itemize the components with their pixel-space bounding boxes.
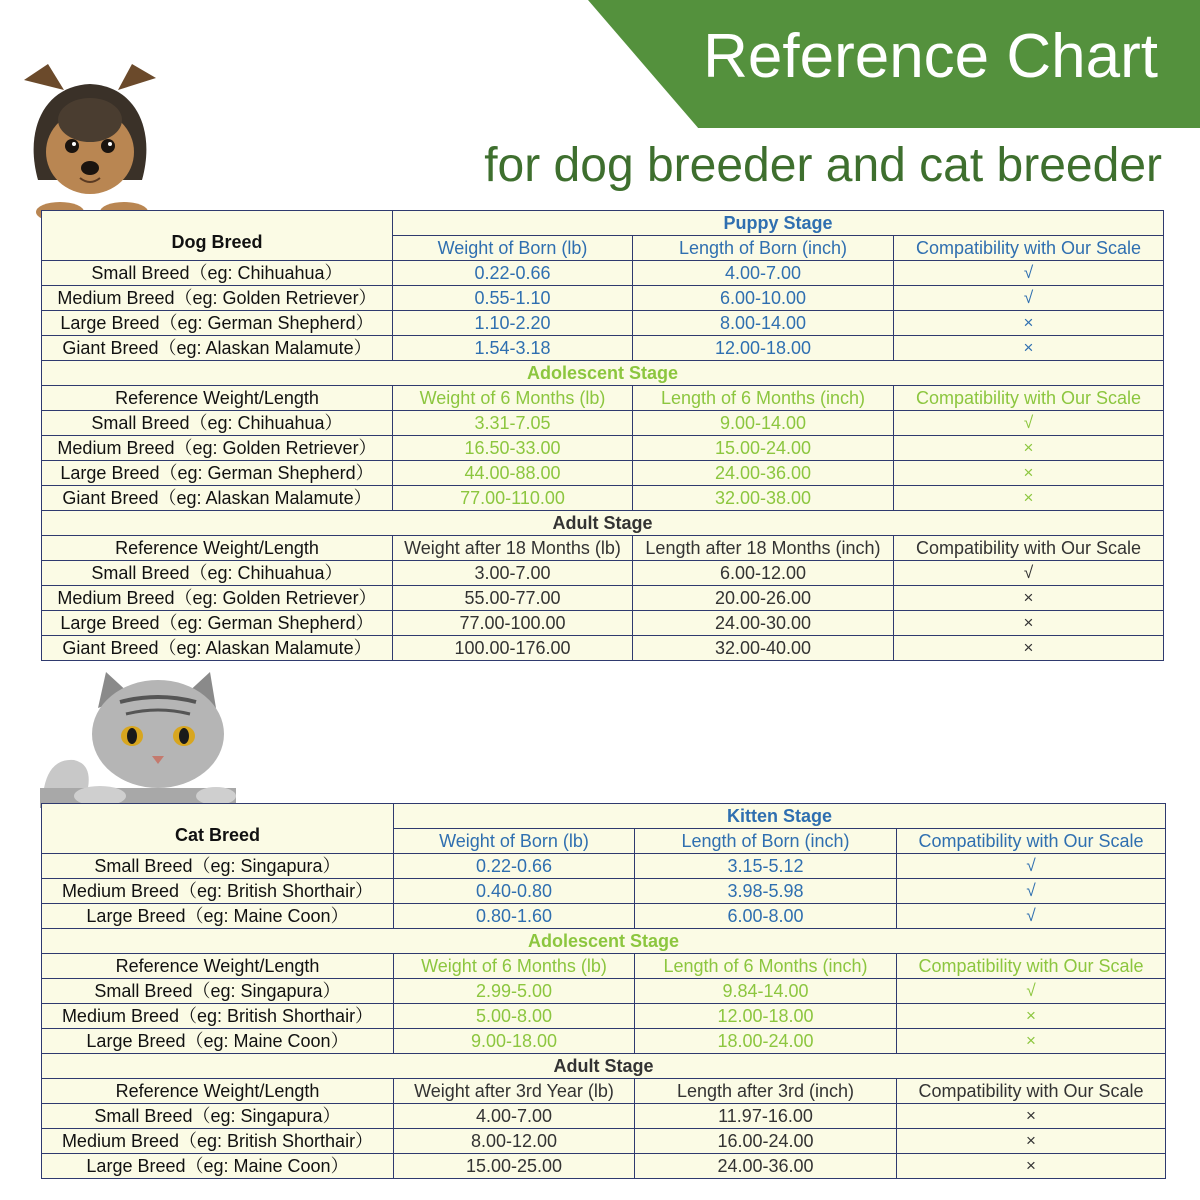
compatibility-cell: √ bbox=[897, 854, 1166, 879]
length-cell: 18.00-24.00 bbox=[635, 1029, 897, 1054]
length-cell: 32.00-38.00 bbox=[633, 486, 894, 511]
page-title: Reference Chart bbox=[703, 22, 1158, 91]
compatibility-cell: × bbox=[894, 436, 1164, 461]
compatibility-cell: × bbox=[894, 461, 1164, 486]
reference-label: Reference Weight/Length bbox=[42, 954, 394, 979]
length-cell: 6.00-10.00 bbox=[633, 286, 894, 311]
column-header: Compatibility with Our Scale bbox=[894, 386, 1164, 411]
compatibility-cell: × bbox=[894, 486, 1164, 511]
length-cell: 20.00-26.00 bbox=[633, 586, 894, 611]
compatibility-cell: × bbox=[897, 1104, 1166, 1129]
compatibility-cell: √ bbox=[897, 879, 1166, 904]
breed-cell: Large Breed（eg: Maine Coon） bbox=[42, 1154, 394, 1179]
breed-cell: Large Breed（eg: German Shepherd） bbox=[42, 461, 393, 486]
reference-label: Reference Weight/Length bbox=[42, 386, 393, 411]
weight-cell: 5.00-8.00 bbox=[394, 1004, 635, 1029]
table-row bbox=[42, 636, 1164, 661]
table-row bbox=[42, 1029, 1166, 1054]
weight-cell: 0.22-0.66 bbox=[393, 261, 633, 286]
length-cell: 15.00-24.00 bbox=[633, 436, 894, 461]
column-header: Weight after 3rd Year (lb) bbox=[394, 1079, 635, 1104]
weight-cell: 0.55-1.10 bbox=[393, 286, 633, 311]
compatibility-cell: √ bbox=[894, 261, 1164, 286]
breed-cell: Small Breed（eg: Singapura） bbox=[42, 979, 394, 1004]
compatibility-cell: × bbox=[894, 611, 1164, 636]
table-row bbox=[42, 311, 1164, 336]
adult-stage-header: Adult Stage bbox=[42, 511, 1164, 536]
breed-cell: Medium Breed（eg: Golden Retriever） bbox=[42, 436, 393, 461]
table-row bbox=[42, 411, 1164, 436]
weight-cell: 3.00-7.00 bbox=[393, 561, 633, 586]
breed-cell: Small Breed（eg: Chihuahua） bbox=[42, 561, 393, 586]
compatibility-cell: × bbox=[897, 1154, 1166, 1179]
compatibility-cell: √ bbox=[897, 904, 1166, 929]
compatibility-cell: × bbox=[894, 336, 1164, 361]
table-row bbox=[42, 854, 1166, 879]
column-header: Weight of 6 Months (lb) bbox=[393, 386, 633, 411]
weight-cell: 0.22-0.66 bbox=[394, 854, 635, 879]
puppy-stage-header: Puppy Stage bbox=[393, 211, 1164, 236]
dog-image bbox=[14, 60, 166, 222]
kitten-stage-header: Kitten Stage bbox=[394, 804, 1166, 829]
breed-cell: Large Breed（eg: Maine Coon） bbox=[42, 904, 394, 929]
dog-breed-header: Dog Breed bbox=[42, 211, 393, 261]
column-header: Weight of Born (lb) bbox=[394, 829, 635, 854]
weight-cell: 100.00-176.00 bbox=[393, 636, 633, 661]
weight-cell: 55.00-77.00 bbox=[393, 586, 633, 611]
adolescent-stage-header: Adolescent Stage bbox=[42, 361, 1164, 386]
table-row bbox=[42, 1129, 1166, 1154]
breed-cell: Medium Breed（eg: British Shorthair） bbox=[42, 879, 394, 904]
length-cell: 11.97-16.00 bbox=[635, 1104, 897, 1129]
length-cell: 9.00-14.00 bbox=[633, 411, 894, 436]
length-cell: 24.00-36.00 bbox=[633, 461, 894, 486]
reference-label: Reference Weight/Length bbox=[42, 1079, 394, 1104]
breed-cell: Medium Breed（eg: British Shorthair） bbox=[42, 1129, 394, 1154]
weight-cell: 1.10-2.20 bbox=[393, 311, 633, 336]
weight-cell: 3.31-7.05 bbox=[393, 411, 633, 436]
column-header: Length after 3rd (inch) bbox=[635, 1079, 897, 1104]
compatibility-cell: × bbox=[897, 1004, 1166, 1029]
table-row bbox=[42, 286, 1164, 311]
table-row bbox=[42, 561, 1164, 586]
column-header: Compatibility with Our Scale bbox=[897, 954, 1166, 979]
adolescent-stage-header: Adolescent Stage bbox=[42, 929, 1166, 954]
breed-cell: Giant Breed（eg: Alaskan Malamute） bbox=[42, 336, 393, 361]
column-header: Weight of Born (lb) bbox=[393, 236, 633, 261]
weight-cell: 4.00-7.00 bbox=[394, 1104, 635, 1129]
table-row bbox=[42, 261, 1164, 286]
weight-cell: 2.99-5.00 bbox=[394, 979, 635, 1004]
breed-cell: Small Breed（eg: Singapura） bbox=[42, 854, 394, 879]
column-header: Length after 18 Months (inch) bbox=[633, 536, 894, 561]
breed-cell: Medium Breed（eg: Golden Retriever） bbox=[42, 286, 393, 311]
length-cell: 16.00-24.00 bbox=[635, 1129, 897, 1154]
table-row bbox=[42, 461, 1164, 486]
column-header: Weight after 18 Months (lb) bbox=[393, 536, 633, 561]
breed-cell: Medium Breed（eg: British Shorthair） bbox=[42, 1004, 394, 1029]
compatibility-cell: √ bbox=[894, 561, 1164, 586]
table-row bbox=[42, 1104, 1166, 1129]
length-cell: 6.00-8.00 bbox=[635, 904, 897, 929]
weight-cell: 44.00-88.00 bbox=[393, 461, 633, 486]
weight-cell: 77.00-110.00 bbox=[393, 486, 633, 511]
length-cell: 12.00-18.00 bbox=[635, 1004, 897, 1029]
weight-cell: 16.50-33.00 bbox=[393, 436, 633, 461]
weight-cell: 8.00-12.00 bbox=[394, 1129, 635, 1154]
compatibility-cell: √ bbox=[894, 411, 1164, 436]
cat-image bbox=[40, 668, 236, 808]
weight-cell: 1.54-3.18 bbox=[393, 336, 633, 361]
table-row bbox=[42, 336, 1164, 361]
weight-cell: 15.00-25.00 bbox=[394, 1154, 635, 1179]
weight-cell: 77.00-100.00 bbox=[393, 611, 633, 636]
weight-cell: 9.00-18.00 bbox=[394, 1029, 635, 1054]
breed-cell: Large Breed（eg: German Shepherd） bbox=[42, 311, 393, 336]
compatibility-cell: × bbox=[894, 311, 1164, 336]
compatibility-cell: × bbox=[897, 1029, 1166, 1054]
compatibility-cell: × bbox=[894, 586, 1164, 611]
table-row bbox=[42, 979, 1166, 1004]
column-header: Compatibility with Our Scale bbox=[894, 236, 1164, 261]
column-header: Weight of 6 Months (lb) bbox=[394, 954, 635, 979]
length-cell: 4.00-7.00 bbox=[633, 261, 894, 286]
length-cell: 24.00-30.00 bbox=[633, 611, 894, 636]
cat-reference-table bbox=[41, 803, 1166, 1179]
breed-cell: Large Breed（eg: Maine Coon） bbox=[42, 1029, 394, 1054]
compatibility-cell: × bbox=[894, 636, 1164, 661]
table-row bbox=[42, 1004, 1166, 1029]
length-cell: 3.98-5.98 bbox=[635, 879, 897, 904]
table-row bbox=[42, 611, 1164, 636]
length-cell: 6.00-12.00 bbox=[633, 561, 894, 586]
breed-cell: Small Breed（eg: Chihuahua） bbox=[42, 411, 393, 436]
table-row bbox=[42, 436, 1164, 461]
weight-cell: 0.40-0.80 bbox=[394, 879, 635, 904]
table-row bbox=[42, 486, 1164, 511]
table-row bbox=[42, 586, 1164, 611]
compatibility-cell: √ bbox=[894, 286, 1164, 311]
weight-cell: 0.80-1.60 bbox=[394, 904, 635, 929]
adult-stage-header: Adult Stage bbox=[42, 1054, 1166, 1079]
dog-reference-table bbox=[41, 210, 1164, 661]
column-header: Length of 6 Months (inch) bbox=[635, 954, 897, 979]
column-header: Length of Born (inch) bbox=[633, 236, 894, 261]
breed-cell: Large Breed（eg: German Shepherd） bbox=[42, 611, 393, 636]
table-row bbox=[42, 879, 1166, 904]
length-cell: 32.00-40.00 bbox=[633, 636, 894, 661]
breed-cell: Giant Breed（eg: Alaskan Malamute） bbox=[42, 486, 393, 511]
reference-label: Reference Weight/Length bbox=[42, 536, 393, 561]
breed-cell: Giant Breed（eg: Alaskan Malamute） bbox=[42, 636, 393, 661]
column-header: Compatibility with Our Scale bbox=[897, 1079, 1166, 1104]
length-cell: 8.00-14.00 bbox=[633, 311, 894, 336]
compatibility-cell: × bbox=[897, 1129, 1166, 1154]
length-cell: 9.84-14.00 bbox=[635, 979, 897, 1004]
column-header: Length of Born (inch) bbox=[635, 829, 897, 854]
breed-cell: Medium Breed（eg: Golden Retriever） bbox=[42, 586, 393, 611]
page-subtitle: for dog breeder and cat breeder bbox=[484, 139, 1162, 192]
breed-cell: Small Breed（eg: Chihuahua） bbox=[42, 261, 393, 286]
breed-cell: Small Breed（eg: Singapura） bbox=[42, 1104, 394, 1129]
table-row bbox=[42, 1154, 1166, 1179]
length-cell: 24.00-36.00 bbox=[635, 1154, 897, 1179]
length-cell: 12.00-18.00 bbox=[633, 336, 894, 361]
column-header: Length of 6 Months (inch) bbox=[633, 386, 894, 411]
compatibility-cell: √ bbox=[897, 979, 1166, 1004]
length-cell: 3.15-5.12 bbox=[635, 854, 897, 879]
column-header: Compatibility with Our Scale bbox=[897, 829, 1166, 854]
table-row bbox=[42, 904, 1166, 929]
cat-breed-header: Cat Breed bbox=[42, 804, 394, 854]
column-header: Compatibility with Our Scale bbox=[894, 536, 1164, 561]
